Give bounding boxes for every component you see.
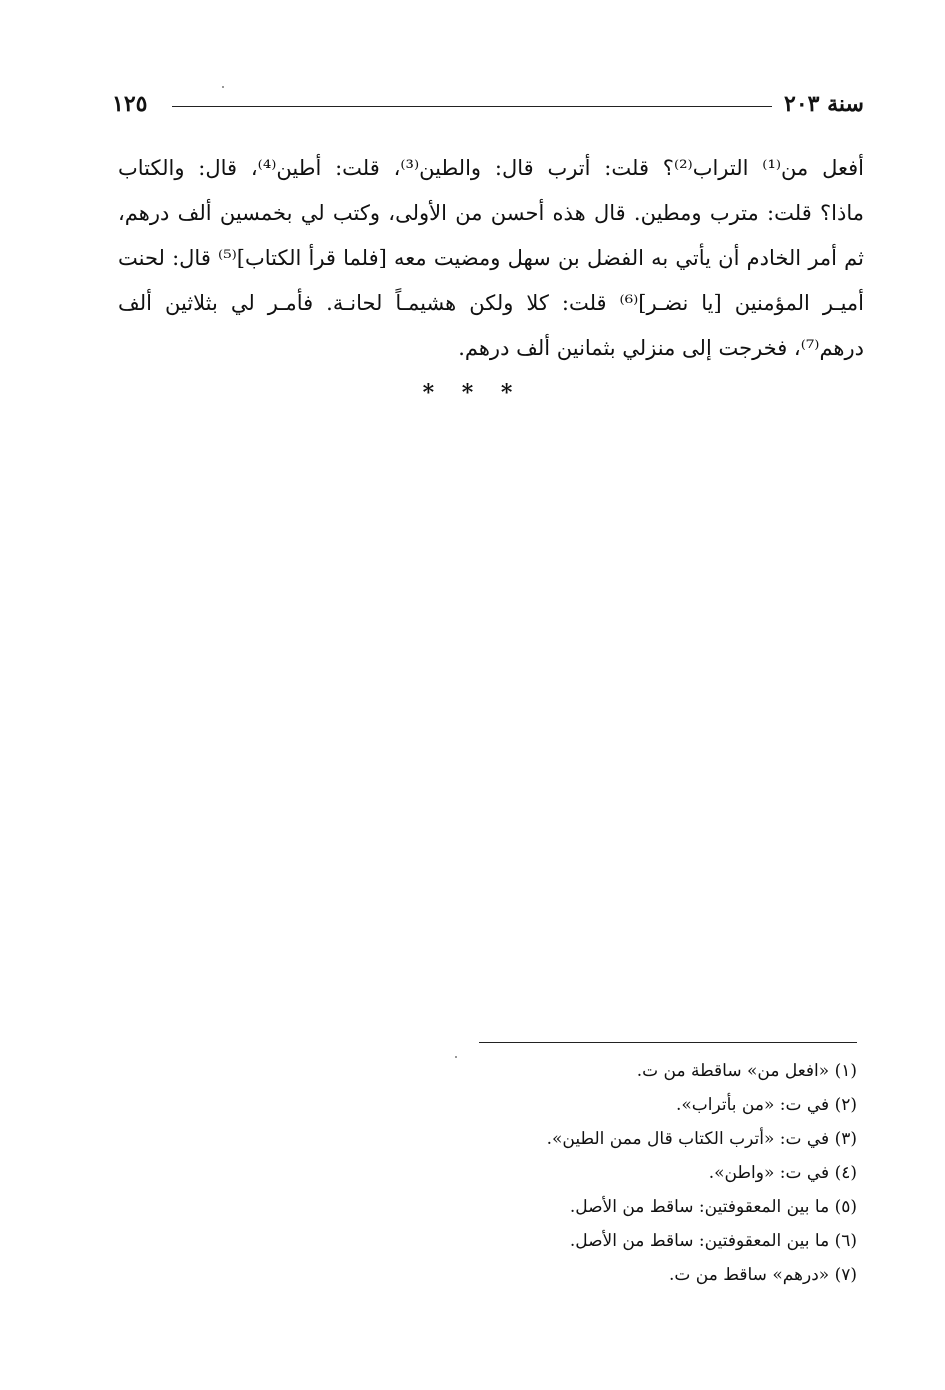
footnote-1: (١) «افعل من» ساقطة من ت. bbox=[636, 1061, 857, 1081]
text-line-3: ثم أمر الخادم أن يأتي به الفضل بن سهل ومضيت معه [فلما قرأ الكتاب]⁽⁵⁾ قال: لحنت bbox=[118, 246, 864, 270]
footnote-3: (٣) في ت: «أترب الكتاب قال ممن الطين». bbox=[546, 1129, 857, 1149]
header-rule bbox=[172, 106, 772, 107]
running-title: سنة ٢٠٣ bbox=[784, 91, 864, 117]
footnote-5: (٥) ما بين المعقوفتين: ساقط من الأصل. bbox=[569, 1197, 857, 1217]
footnote-rule bbox=[479, 1042, 857, 1043]
page-number: ١٢٥ bbox=[112, 91, 148, 117]
scan-speck bbox=[222, 86, 224, 88]
footnote-6: (٦) ما بين المعقوفتين: ساقط من الأصل. bbox=[569, 1231, 857, 1251]
section-separator: * * * bbox=[422, 380, 523, 406]
footnote-7: (٧) «درهم» ساقط من ت. bbox=[668, 1265, 857, 1285]
page-header bbox=[112, 88, 864, 124]
text-line-5: درهم⁽⁷⁾، فخرجت إلى منزلي بثمانين ألف درهم. bbox=[458, 336, 864, 360]
text-line-4: أميـر المؤمنين [يا نضـر]⁽⁶⁾ قلت: كلا ولكن هشيمـاً لحانـة. فأمـر لي بثلاثين ألف bbox=[118, 291, 864, 315]
scan-speck bbox=[455, 1056, 457, 1058]
footnote-2: (٢) في ت: «من بأتراب». bbox=[675, 1095, 857, 1115]
text-line-1: أفعل من⁽¹⁾ التراب⁽²⁾؟ قلت: أترب قال: والطين⁽³⁾، قلت: أطين⁽⁴⁾، قال: والكتاب bbox=[118, 156, 864, 180]
footnotes bbox=[357, 1054, 857, 1292]
footnote-4: (٤) في ت: «واطن». bbox=[708, 1163, 857, 1183]
text-line-2: ماذا؟ قلت: مترب ومطين. قال هذه أحسن من الأولى، وكتب لي بخمسين ألف درهم، bbox=[118, 201, 864, 225]
main-text bbox=[118, 146, 864, 371]
